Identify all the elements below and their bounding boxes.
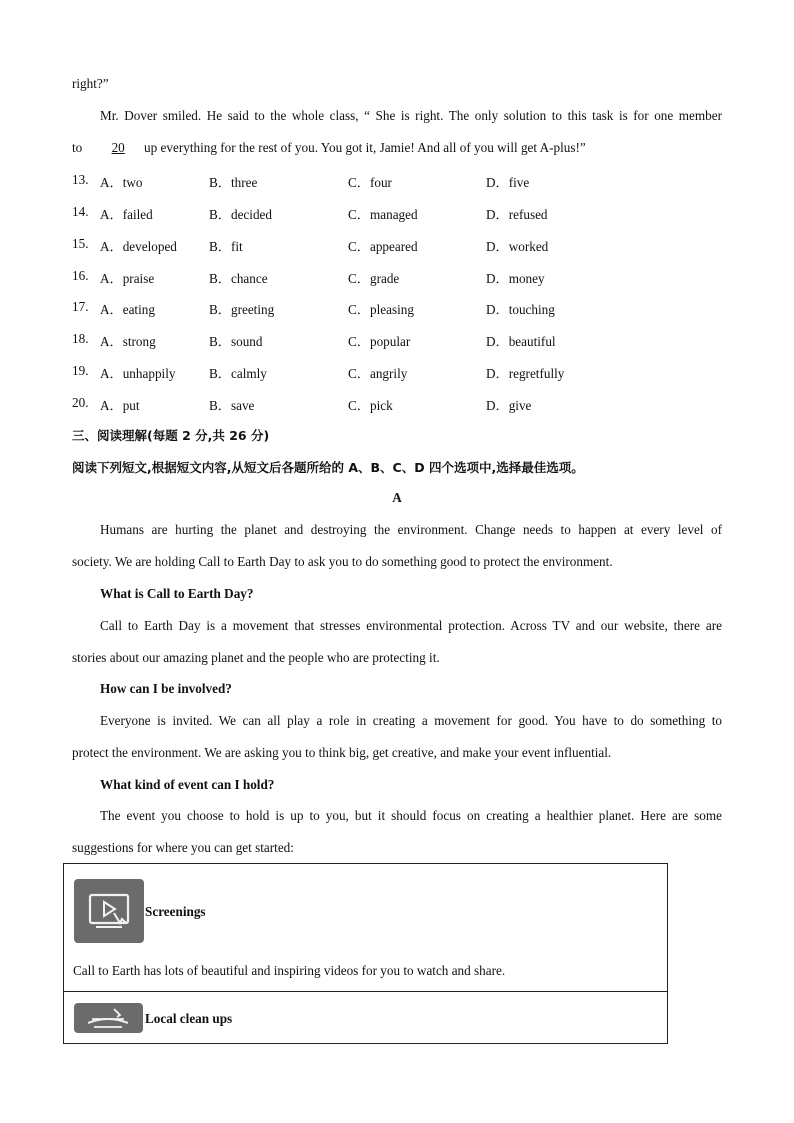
section-instruction: 阅读下列短文,根据短文内容,从短文后各题所给的 A、B、C、D 四个选项中,选择最佳选项。 [72,460,584,475]
question-number: 16. [72,267,89,283]
option-row [72,204,732,222]
option-d: D．five [486,175,530,190]
line3-post: up everything for the rest of you. You got it, Jamie! And all of you will get A-plus!” [140,140,586,155]
question-number: 14. [72,203,89,219]
option-d: D．touching [486,302,555,318]
option-d: D．money [486,270,545,286]
screenings-description: Call to Earth has lots of beautiful and inspiring videos for you to watch and share. [73,963,506,978]
option-c: C．pick [348,397,393,413]
option-b: B．three [209,175,258,190]
option-c: C．appeared [348,238,418,254]
section-heading: 三、阅读理解(每题 2 分,共 26 分) [72,428,270,443]
option-row [72,172,732,190]
question-number: 19. [72,363,89,379]
option-a: A．unhappily [100,366,176,382]
passage-paragraph-4-line1: The event you choose to hold is up to you, but it should focus on creating a healthier planet. Here are some [100,808,722,823]
option-row [72,299,732,317]
option-a: A．praise [100,270,155,286]
question-number: 13. [72,172,89,187]
blank-20: 20 [111,140,125,155]
passage-paragraph-3-line1: Everyone is invited. We can all play a role in creating a movement for good. You have to do something to [100,713,722,728]
passage-heading-3: What kind of event can I hold? [100,777,275,792]
option-b: B．decided [209,206,272,222]
passage-continuation-line1: right?” [72,76,109,91]
passage-continuation-line3 [72,140,722,156]
option-row [72,236,732,254]
question-number: 17. [72,299,89,315]
option-b: B．greeting [209,302,275,318]
option-a: A．developed [100,238,177,254]
screening-icon [74,879,144,943]
option-c: C．four [348,175,392,190]
option-row [72,268,732,286]
passage-label: A [392,490,402,505]
option-d: D．refused [486,206,548,222]
option-c: C．pleasing [348,302,414,318]
option-c: C．popular [348,334,411,350]
option-d: D．beautiful [486,334,556,350]
cleanup-icon [74,1003,143,1033]
option-b: B．fit [209,238,243,254]
option-a: A．two [100,175,143,190]
passage-continuation-line2: Mr. Dover smiled. He said to the whole class, “ She is right. The only solution to this task is for one member [100,108,722,123]
passage-paragraph-1-line1: Humans are hurting the planet and destroying the environment. Change needs to happen at every level of [100,522,722,537]
option-d: D．worked [486,238,549,254]
passage-paragraph-4-line2: suggestions for where you can get started: [72,840,294,855]
option-a: A．failed [100,206,153,222]
passage-heading-2: How can I be involved? [100,681,232,696]
line3-pre: to [72,140,86,155]
option-a: A．strong [100,334,156,350]
option-b: B．calmly [209,366,267,382]
table-divider [64,991,667,992]
passage-paragraph-2-line1: Call to Earth Day is a movement that stresses environmental protection. Across TV and our website, there are [100,618,722,633]
option-row [72,363,732,381]
option-d: D．give [486,397,532,413]
question-number: 18. [72,331,89,347]
question-number: 20. [72,394,89,410]
screenings-title: Screenings [145,904,206,919]
option-c: C．grade [348,270,400,286]
option-row [72,331,732,349]
option-d: D．regretfully [486,366,565,382]
question-number: 15. [72,235,89,251]
passage-paragraph-3-line2: protect the environment. We are asking you to think big, get creative, and make your event influential. [72,745,612,760]
passage-heading-1: What is Call to Earth Day? [100,586,254,601]
option-b: B．sound [209,334,263,350]
option-a: A．eating [100,302,155,318]
cleanup-title: Local clean ups [145,1011,233,1026]
option-c: C．angrily [348,366,408,382]
option-c: C．managed [348,206,418,222]
option-b: B．chance [209,270,268,286]
option-b: B．save [209,397,255,413]
option-a: A．put [100,397,140,413]
option-row [72,395,732,413]
passage-paragraph-1-line2: society. We are holding Call to Earth Day to ask you to do something good to protect the environment. [72,554,613,569]
passage-paragraph-2-line2: stories about our amazing planet and the people who are protecting it. [72,650,440,665]
suggestions-table [63,863,668,1044]
